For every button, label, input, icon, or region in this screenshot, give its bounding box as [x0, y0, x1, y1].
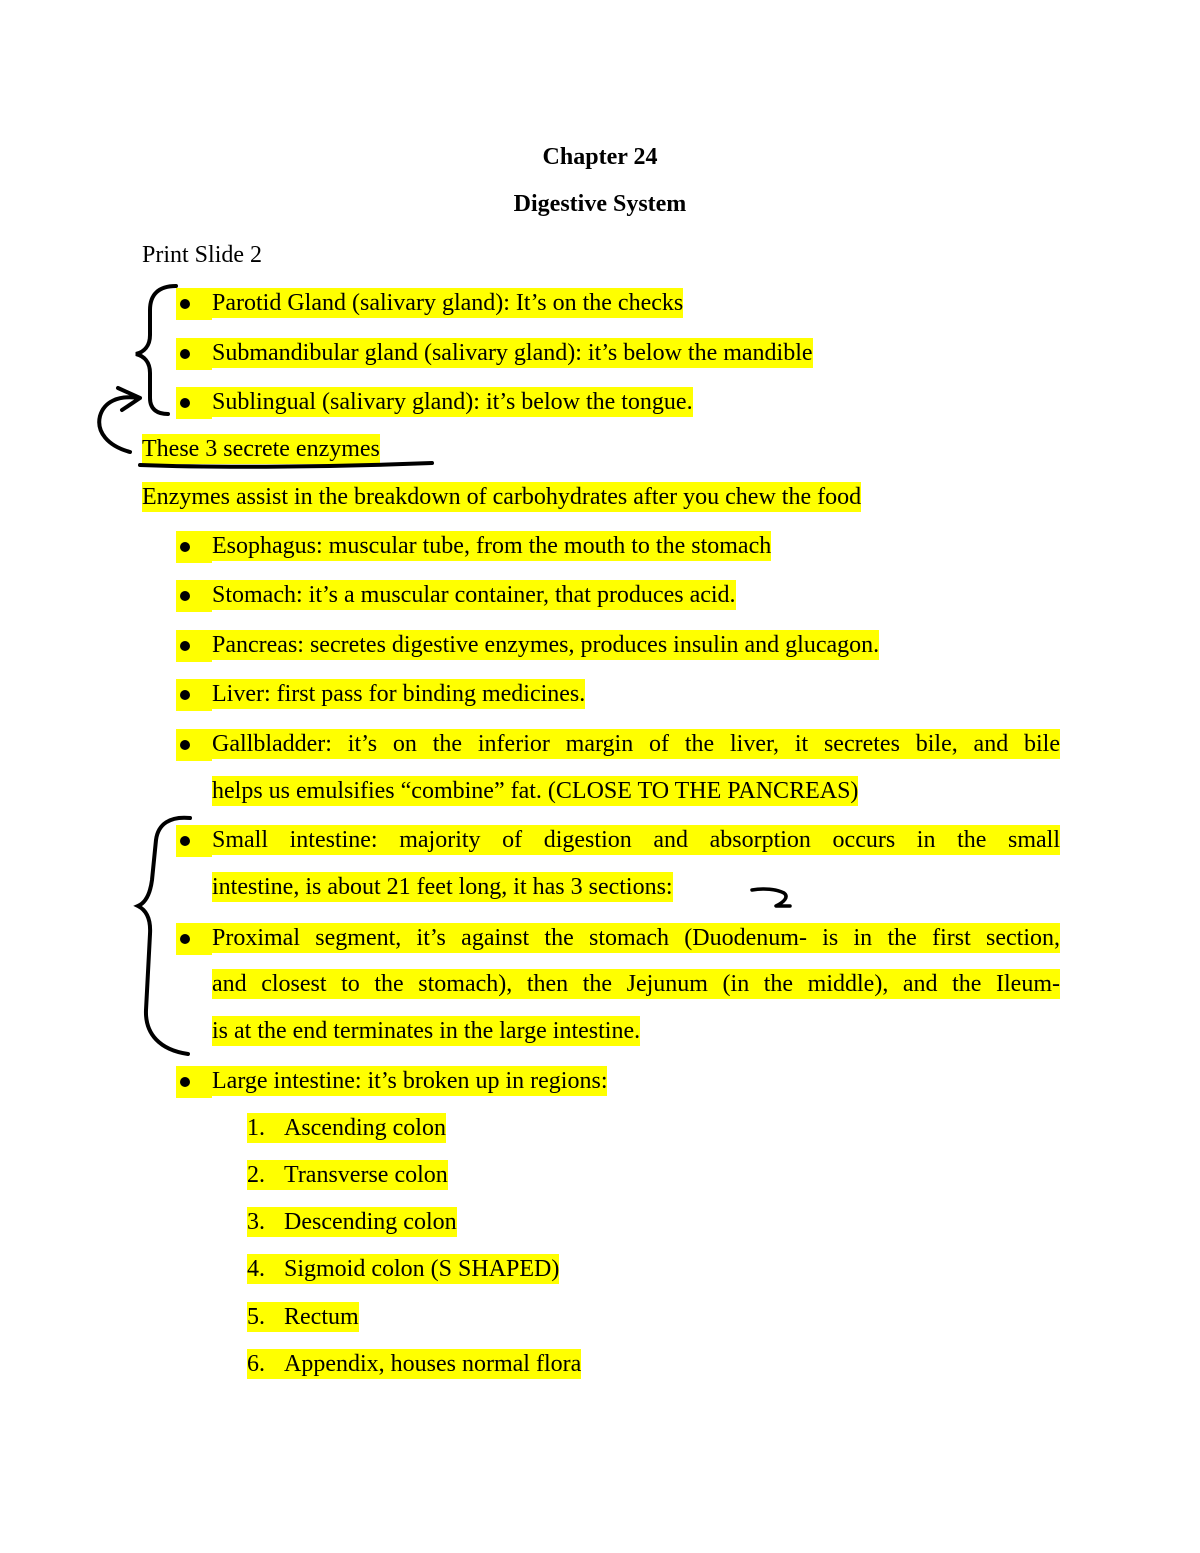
segments-line-2: and closest to the stomach), then the Jejunum (in the middle), and the Ileum- [212, 971, 1060, 997]
region-item: 6. Appendix, houses normal flora [247, 1351, 582, 1377]
enzymes-note: Enzymes assist in the breakdown of carbohydrates after you chew the food [142, 484, 862, 510]
organ-item-liver: Liver: first pass for binding medicines. [212, 681, 586, 707]
bullet-icon [180, 641, 190, 651]
region-item: 3. Descending colon [247, 1209, 457, 1235]
segments-line-3: is at the end terminates in the large intestine. [212, 1018, 641, 1044]
chapter-title: Chapter 24 [542, 144, 658, 170]
curved-arrow-mark [99, 397, 138, 452]
organ-item-stomach: Stomach: it’s a muscular container, that produces acid. [212, 582, 736, 608]
region-item: 4. Sigmoid colon (S SHAPED) [247, 1256, 560, 1282]
arrowhead-mark [118, 388, 140, 410]
large-intestine-item: Large intestine: it’s broken up in regions: [212, 1068, 608, 1094]
bullet-icon [180, 349, 190, 359]
glands-note: These 3 secrete enzymes [142, 436, 380, 462]
gallbladder-line-2: helps us emulsifies “combine” fat. (CLOSE TO THE PANCREAS) [212, 778, 859, 804]
region-item: 1. Ascending colon [247, 1115, 446, 1141]
bullet-icon [180, 542, 190, 552]
organ-item-esophagus: Esophagus: muscular tube, from the mouth to the stomach [212, 533, 772, 559]
bullet-icon [180, 398, 190, 408]
bullet-icon [180, 591, 190, 601]
region-item: 2. Transverse colon [247, 1162, 448, 1188]
small-intestine-line-2: intestine, is about 21 feet long, it has 3 sections: [212, 874, 673, 900]
subject-title: Digestive System [513, 191, 687, 217]
organ-item-pancreas: Pancreas: secretes digestive enzymes, produces insulin and glucagon. [212, 632, 880, 658]
small-intestine-line-1: Small intestine: majority of digestion and absorption occurs in the small [212, 827, 1060, 853]
region-item: 5. Rectum [247, 1304, 359, 1330]
gland-item-parotid: Parotid Gland (salivary gland): It’s on the checks [212, 290, 684, 316]
bullet-icon [180, 299, 190, 309]
gland-item-submandibular: Submandibular gland (salivary gland): it’s below the mandible [212, 340, 813, 366]
gland-item-sublingual: Sublingual (salivary gland): it’s below the tongue. [212, 389, 693, 415]
bullet-icon [180, 740, 190, 750]
curly-brace-mark [136, 286, 176, 414]
bullet-icon [180, 836, 190, 846]
print-slide-label: Print Slide 2 [142, 242, 263, 268]
bullet-icon [180, 1077, 190, 1087]
gallbladder-line-1: Gallbladder: it’s on the inferior margin of the liver, it secretes bile, and bile [212, 731, 1060, 757]
bullet-icon [180, 690, 190, 700]
segments-line-1: Proximal segment, it’s against the stomach (Duodenum- is in the first section, [212, 925, 1060, 951]
small-arrow-mark [752, 889, 790, 906]
bullet-icon [180, 934, 190, 944]
